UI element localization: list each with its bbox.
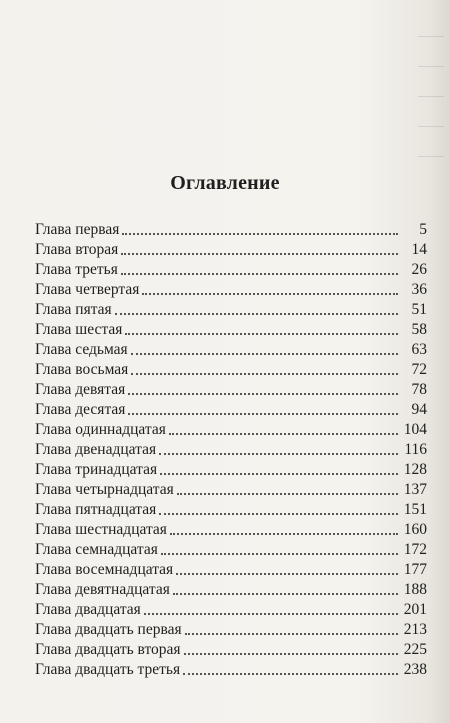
toc-entry-label: Глава седьмая — [35, 341, 128, 358]
toc-entry-page: 63 — [411, 341, 427, 358]
toc-entry-label: Глава четвертая — [35, 281, 140, 298]
dot-leader — [121, 253, 398, 275]
toc-entry-page: 225 — [403, 641, 427, 658]
toc-entry-label: Глава двадцатая — [35, 601, 141, 618]
dot-leader — [128, 373, 398, 395]
toc-entry-page: 104 — [403, 421, 427, 438]
dot-leader — [131, 333, 398, 355]
toc-entry-label: Глава семнадцатая — [35, 541, 158, 558]
dot-leader — [115, 293, 398, 315]
dot-leader — [121, 233, 398, 255]
toc-entry-label: Глава пятнадцатая — [35, 501, 157, 518]
toc-entry-page: 72 — [411, 361, 427, 378]
dot-leader — [142, 273, 398, 295]
toc-entry-page: 36 — [411, 281, 427, 298]
dot-leader — [169, 413, 398, 435]
toc-entry-label: Глава первая — [35, 221, 120, 238]
toc-entry — [35, 660, 427, 680]
toc-entry-page: 151 — [403, 501, 427, 518]
toc-entry-label: Глава десятая — [35, 401, 126, 418]
dot-leader — [159, 493, 398, 515]
toc-entry-label: Глава третья — [35, 261, 118, 278]
toc-entry-label: Глава двадцать вторая — [35, 641, 181, 658]
toc-entry-label: Глава двадцать первая — [35, 621, 182, 638]
dot-leader — [128, 393, 398, 415]
toc-entry-label: Глава шестнадцатая — [35, 521, 167, 538]
page-title: Оглавление — [170, 172, 280, 194]
dot-leader — [185, 613, 398, 635]
toc-entry-page: 137 — [403, 481, 427, 498]
bleed-through-texture — [418, 20, 444, 160]
toc-entry-label: Глава двадцать третья — [35, 661, 181, 678]
toc-entry-page: 188 — [403, 581, 427, 598]
toc-entry-page: 26 — [411, 261, 427, 278]
toc-entry-label: Глава шестая — [35, 321, 123, 338]
toc-entry-page: 51 — [411, 301, 427, 318]
dot-leader — [176, 553, 398, 575]
dot-leader — [159, 433, 398, 455]
toc-entry-page: 78 — [411, 381, 427, 398]
toc-entry-page: 94 — [411, 401, 427, 418]
toc-entry-label: Глава девятнадцатая — [35, 581, 170, 598]
dot-leader — [125, 313, 398, 335]
toc-entry-label: Глава вторая — [35, 241, 119, 258]
toc-entry-page: 5 — [419, 221, 427, 238]
toc-entry-page: 160 — [403, 521, 427, 538]
dot-leader — [184, 633, 398, 655]
toc-entry-label: Глава четырнадцатая — [35, 481, 174, 498]
toc-entry-page: 213 — [403, 621, 427, 638]
dot-leader — [170, 513, 398, 535]
toc-entry-page: 58 — [411, 321, 427, 338]
toc-entry-page: 116 — [404, 441, 427, 458]
toc-entry-label: Глава тринадцатая — [35, 461, 158, 478]
dot-leader — [173, 573, 398, 595]
dot-leader — [183, 653, 398, 675]
toc-entry-label: Глава одиннадцатая — [35, 421, 166, 438]
toc-entry-page: 201 — [403, 601, 427, 618]
toc-entry-label: Глава восьмая — [35, 361, 129, 378]
toc-entry-label: Глава восемнадцатая — [35, 561, 174, 578]
dot-leader — [161, 533, 398, 555]
dot-leader — [131, 353, 398, 375]
dot-leader — [160, 453, 398, 475]
table-of-contents — [35, 220, 427, 680]
toc-entry-page: 14 — [411, 241, 427, 258]
toc-entry-page: 128 — [403, 461, 427, 478]
toc-entry-page: 172 — [403, 541, 427, 558]
toc-entry-page: 177 — [403, 561, 427, 578]
dot-leader — [122, 213, 398, 235]
dot-leader — [177, 473, 398, 495]
toc-entry-label: Глава девятая — [35, 381, 126, 398]
toc-entry-label: Глава пятая — [35, 301, 112, 318]
dot-leader — [144, 593, 398, 615]
toc-entry-page: 238 — [403, 661, 427, 678]
toc-entry-label: Глава двенадцатая — [35, 441, 157, 458]
